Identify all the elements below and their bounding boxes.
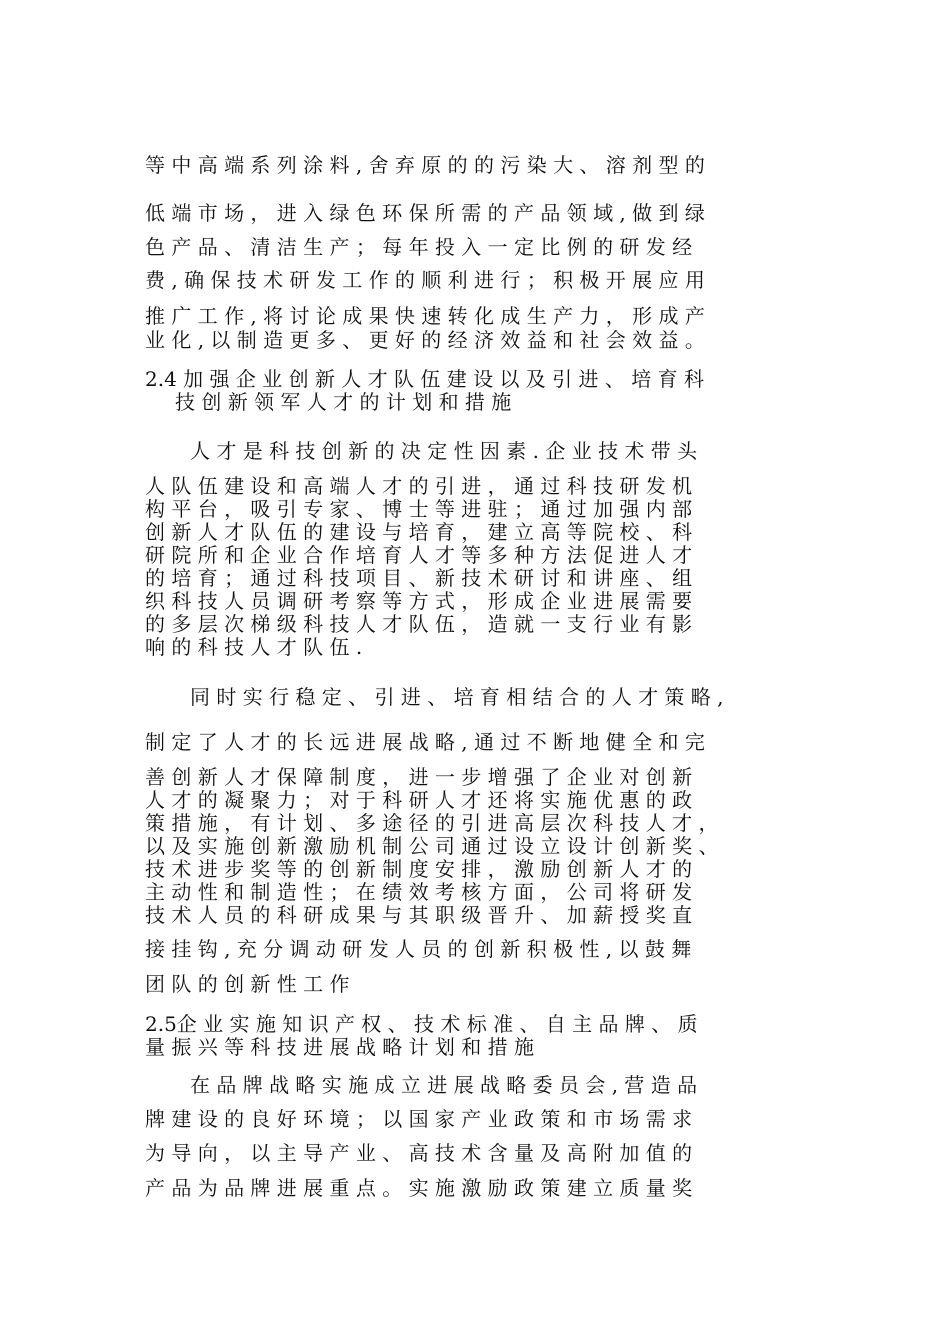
paragraph-line: 色 产 品 、 清 洁 生 产 ； 每 年 投 入 一 定 比 例 的 研 发 经 xyxy=(145,235,693,259)
paragraph-line: 团 队 的 创 新 性 工 作 xyxy=(145,972,350,996)
paragraph-line: 推 广 工 作 , 将 讨 论 成 果 快 速 转 化 成 生 产 力 ， 形 成 产 xyxy=(145,304,705,328)
paragraph-line: 以 及 实 施 创 新 激 励 机 制 公 司 通 过 设 立 设 计 创 新 奖 、 xyxy=(145,834,719,858)
paragraph-line: 低 端 市 场 ， 进 入 绿 色 环 保 所 需 的 产 品 领 域 , 做 到 绿 xyxy=(145,201,705,225)
section-heading-2-4-continued: 技 创 新 领 军 人 才 的 计 划 和 措 施 xyxy=(175,390,512,414)
paragraph-line: 人 队 伍 建 设 和 高 端 人 才 的 引 进 ， 通 过 科 技 研 发 机 xyxy=(145,474,693,498)
paragraph-line: 的 培 育 ； 通 过 科 技 项 目 、 新 技 术 研 讨 和 讲 座 、 组 xyxy=(145,566,693,590)
paragraph-line: 研 院 所 和 企 业 合 作 培 育 人 才 等 多 种 方 法 促 进 人 才 xyxy=(145,543,693,567)
paragraph-line: 制 定 了 人 才 的 长 远 进 展 战 略 , 通 过 不 断 地 健 全 和 完 xyxy=(145,730,705,754)
paragraph-line: 技 术 人 员 的 科 研 成 果 与 其 职 级 晋 升 、 加 薪 授 奖 直 xyxy=(145,903,693,927)
paragraph-line: 业 化 , 以 制 造 更 多 、 更 好 的 经 济 效 益 和 社 会 效 益 。 xyxy=(145,328,705,352)
section-heading-2-4: 2.4 加 强 企 业 创 新 人 才 队 伍 建 设 以 及 引 进 、 培 育 科 xyxy=(145,367,704,391)
paragraph-line: 人 才 的 凝 聚 力 ； 对 于 科 研 人 才 还 将 实 施 优 惠 的 政 xyxy=(145,788,693,812)
paragraph-line: 织 科 技 人 员 调 研 考 察 等 方 式 ， 形 成 企 业 进 展 需 要 xyxy=(145,589,693,613)
paragraph-line: 牌 建 设 的 良 好 环 境 ； 以 国 家 产 业 政 策 和 市 场 需 求 xyxy=(145,1107,693,1131)
section-heading-2-5: 2.5企 业 实 施 知 识 产 权 、 技 术 标 准 、 自 主 品 牌 、 质 xyxy=(145,1012,698,1036)
paragraph-line: 策 措 施 ， 有 计 划 、 多 途 径 的 引 进 高 层 次 科 技 人 才 ， xyxy=(145,811,719,835)
paragraph-line: 创 新 人 才 队 伍 的 建 设 与 培 育 ， 建 立 高 等 院 校 、 科 xyxy=(145,520,693,544)
paragraph-line: 费 , 确 保 技 术 研 发 工 作 的 顺 利 进 行 ； 积 极 开 展 应 用 xyxy=(145,268,705,292)
paragraph-line: 响 的 科 技 人 才 队 伍 . xyxy=(145,635,363,659)
paragraph-line: 主 动 性 和 制 造 性 ； 在 绩 效 考 核 方 面 ， 公 司 将 研 发 xyxy=(145,880,693,904)
paragraph-line: 产 品 为 品 牌 进 展 重 点 。 实 施 激 励 政 策 建 立 质 量 奖 xyxy=(145,1176,693,1200)
section-heading-2-5-continued: 量 振 兴 等 科 技 进 展 战 略 计 划 和 措 施 xyxy=(145,1035,535,1059)
paragraph-line: 接 挂 钩 , 充 分 调 动 研 发 人 员 的 创 新 积 极 性 , 以 鼓 舞 xyxy=(145,937,692,961)
paragraph-line: 技 术 进 步 奖 等 的 创 新 制 度 安 排 ， 激 励 创 新 人 才 的 xyxy=(145,857,693,881)
paragraph-line: 善 创 新 人 才 保 障 制 度 ， 进 一 步 增 强 了 企 业 对 创 新 xyxy=(145,765,693,789)
paragraph-line: 为 导 向 ， 以 主 导 产 业 、 高 技 术 含 量 及 高 附 加 值 的 xyxy=(145,1141,693,1165)
paragraph-line: 的 多 层 次 梯 级 科 技 人 才 队 伍 ， 造 就 一 支 行 业 有 影 xyxy=(145,612,693,636)
paragraph-line: 等 中 高 端 系 列 涂 料 , 舍 弃 原 的 的 污 染 大 、 溶 剂 型 的 xyxy=(145,153,705,177)
paragraph-line: 同 时 实 行 稳 定 、 引 进 、 培 育 相 结 合 的 人 才 策 略 , xyxy=(190,685,724,709)
paragraph-line: 构 平 台 ， 吸 引 专 家 、 博 士 等 进 驻 ； 通 过 加 强 内 部 xyxy=(145,497,693,521)
paragraph-line: 在 品 牌 战 略 实 施 成 立 进 展 战 略 委 员 会 , 营 造 品 xyxy=(190,1073,698,1097)
paragraph-line: 人 才 是 科 技 创 新 的 决 定 性 因 素 . 企 业 技 术 带 头 xyxy=(190,439,698,463)
